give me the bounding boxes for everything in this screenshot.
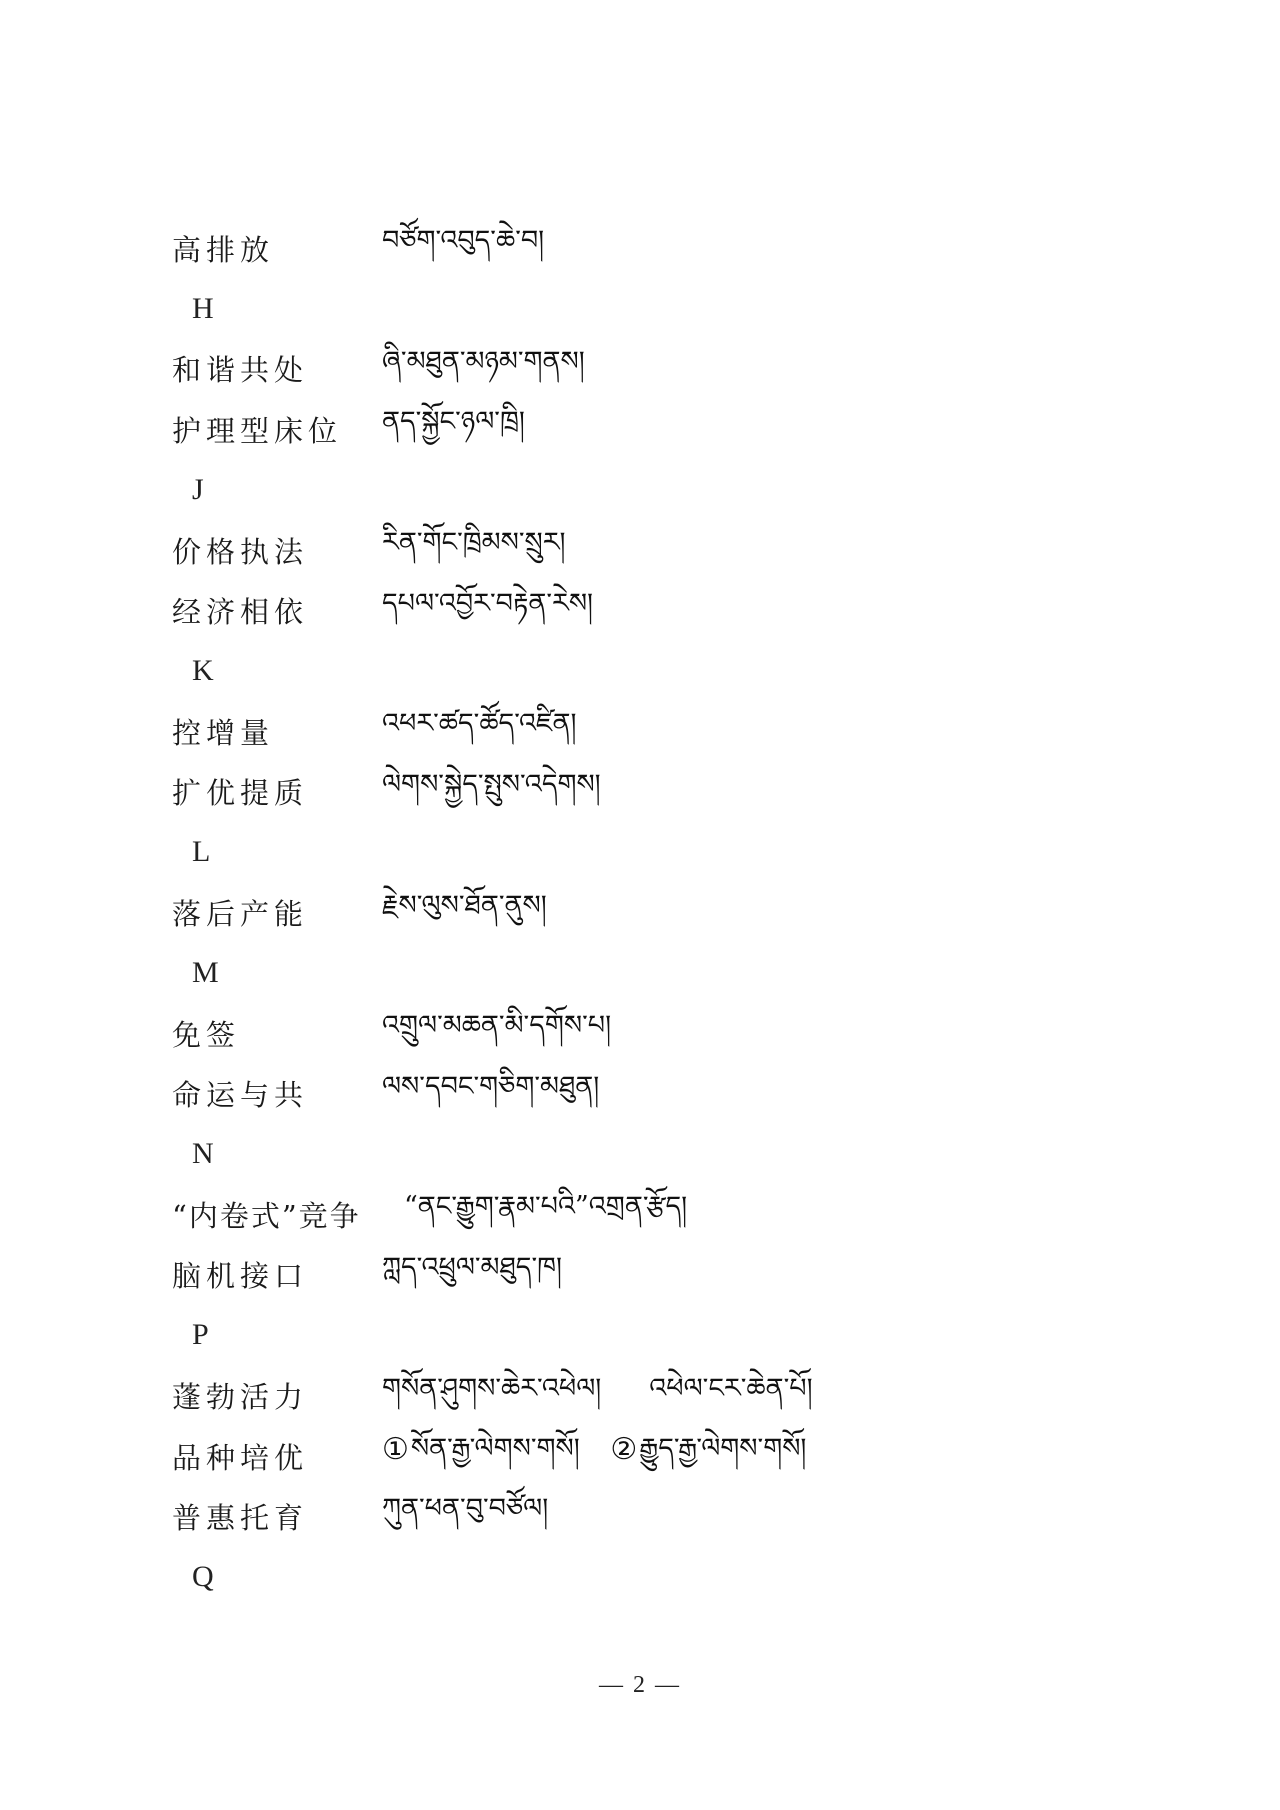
glossary-entry (172, 1063, 1172, 1123)
glossary-entry (172, 1426, 1172, 1486)
tibetan-term: “ནང་རྒྱུག་རྣམ་པའི”འགྲན་རྩོད། (404, 1191, 688, 1223)
section-letter (172, 822, 1172, 882)
chinese-term: 经济相依 (172, 595, 309, 630)
chinese-term: 脑机接口 (172, 1259, 309, 1294)
tibetan-term: འཕར་ཚད་ཚོད་འཛིན། (382, 708, 577, 740)
chinese-term: 蓬勃活力 (172, 1380, 309, 1415)
section-letter-j: J (192, 472, 204, 506)
glossary-entry (172, 1486, 1172, 1546)
tibetan-term-alternate: འཕེལ་ངར་ཆེན་པོ། (649, 1372, 813, 1404)
glossary-entry (172, 1245, 1172, 1305)
section-letter-n: N (192, 1137, 214, 1171)
section-letter-h: H (192, 291, 214, 325)
circled-number-two: ② (610, 1432, 638, 1468)
chinese-term: 扩优提质 (172, 776, 309, 811)
glossary-entry (172, 399, 1172, 459)
chinese-term: 护理型床位 (172, 413, 343, 448)
section-letter (172, 1124, 1172, 1184)
section-letter-k: K (192, 653, 214, 687)
tibetan-term: བཙོག་འབུད་ཆེ་བ། (382, 225, 545, 257)
glossary-entry (172, 701, 1172, 761)
tibetan-term: གསོན་ཤུགས་ཆེར་འཕེལ། (382, 1372, 602, 1404)
section-letter-m: M (192, 955, 219, 989)
chinese-term: 命运与共 (172, 1078, 309, 1113)
circled-number-one: ① (382, 1432, 409, 1468)
glossary-entry (172, 580, 1172, 640)
tibetan-term: འགྲུལ་མཆན་མི་དགོས་པ། (382, 1010, 612, 1042)
tibetan-term: ལེགས་སྐྱེད་སྤུས་འདེགས། (382, 768, 601, 800)
page-number: — 2 — (599, 1672, 681, 1698)
chinese-term: 价格执法 (172, 534, 309, 569)
tibetan-term: རྗེས་ལུས་ཐོན་ནུས། (382, 889, 547, 921)
chinese-term: 普惠托育 (172, 1500, 309, 1535)
glossary-entry (172, 762, 1172, 822)
chinese-term: 控增量 (172, 715, 275, 750)
tibetan-term: རིན་གོང་ཁྲིམས་སྲུར། (382, 527, 566, 559)
tibetan-term-option-1: སོན་རྒྱ་ལེགས་གསོ། (410, 1433, 580, 1465)
tibetan-term-option-2: རྒྱུད་རྒྱ་ལེགས་གསོ། (639, 1433, 807, 1465)
section-letter-p: P (192, 1318, 209, 1352)
section-letter (172, 460, 1172, 520)
chinese-term: 品种培优 (172, 1440, 309, 1475)
chinese-term: 落后产能 (172, 896, 309, 931)
glossary-entry (172, 520, 1172, 580)
tibetan-term: ལས་དབང་གཅིག་མཐུན། (382, 1070, 600, 1102)
tibetan-term: ནད་སྐྱོང་ཉལ་ཁྲི། (382, 406, 525, 438)
section-letter (172, 1547, 1172, 1607)
tibetan-term: ཀུན་ཕན་བུ་བཙོལ། (382, 1493, 549, 1525)
section-letter-q: Q (192, 1559, 214, 1593)
glossary-entry (172, 882, 1172, 942)
chinese-term: “内卷式”竞争 (172, 1198, 361, 1233)
glossary-entry (172, 218, 1172, 278)
glossary-entry (172, 1365, 1172, 1425)
tibetan-term: ཀླད་འཕྲུལ་མཐུད་ཁ། (382, 1251, 563, 1283)
glossary-entry (172, 1003, 1172, 1063)
tibetan-term: དཔལ་འབྱོར་བརྟེན་རེས། (382, 587, 594, 619)
chinese-term: 高排放 (172, 232, 275, 267)
glossary-list (172, 218, 1172, 1607)
section-letter-l: L (192, 835, 211, 869)
section-letter (172, 943, 1172, 1003)
glossary-entry (172, 339, 1172, 399)
chinese-term: 免签 (172, 1017, 241, 1052)
glossary-entry (172, 1184, 1172, 1244)
tibetan-term: ཞི་མཐུན་མཉམ་གནས། (382, 345, 585, 377)
chinese-term: 和谐共处 (172, 353, 309, 388)
section-letter (172, 1305, 1172, 1365)
section-letter (172, 278, 1172, 338)
section-letter (172, 641, 1172, 701)
